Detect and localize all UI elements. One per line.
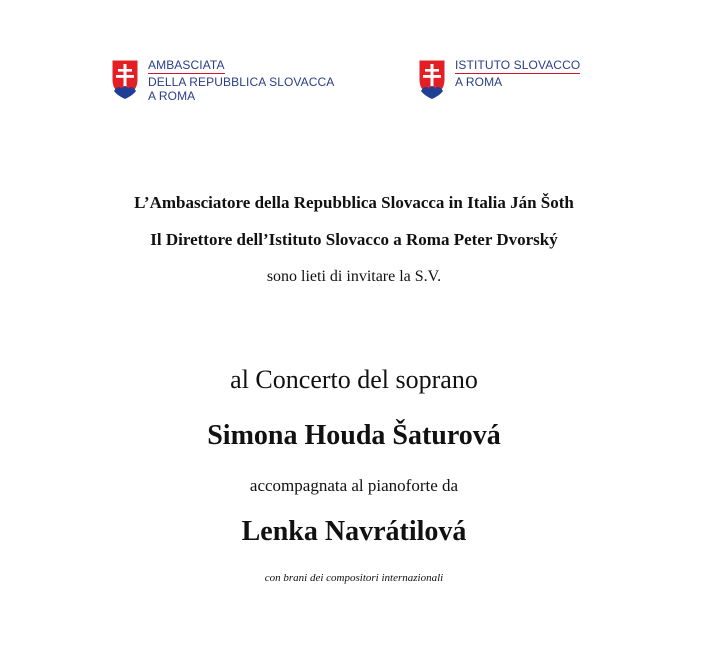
soprano-name: Simona Houda Šaturová (207, 420, 501, 451)
embassy-logo-line3: A ROMA (148, 89, 196, 103)
embassy-logo-text (148, 58, 334, 103)
institute-logo (417, 58, 580, 100)
slovak-coat-of-arms-icon (110, 58, 140, 100)
institute-logo-line2: A ROMA (455, 75, 503, 89)
accompaniment-line: accompagnata al pianoforte da (249, 476, 459, 495)
embassy-logo-line1: AMBASCIATA (148, 58, 225, 72)
concert-title: al Concerto del soprano (230, 365, 478, 394)
embassy-logo-line2: DELLA REPUBBLICA SLOVACCA (148, 75, 335, 89)
embassy-logo (110, 58, 334, 103)
host-ambassador-line: L’Ambasciatore della Repubblica Slovacca in Italia Ján Šoth (134, 193, 574, 212)
invite-line: sono lieti di invitare la S.V. (266, 268, 442, 285)
institute-logo-line1: ISTITUTO SLOVACCO (455, 58, 581, 72)
pianist-name: Lenka Navrátilová (241, 516, 467, 547)
slovak-coat-of-arms-icon (417, 58, 447, 100)
host-director-line: Il Direttore dell’Istituto Slovacco a Roma Peter Dvorský (150, 230, 558, 249)
institute-logo-text (455, 58, 580, 89)
program-note: con brani dei compositori internazionali (264, 572, 444, 584)
